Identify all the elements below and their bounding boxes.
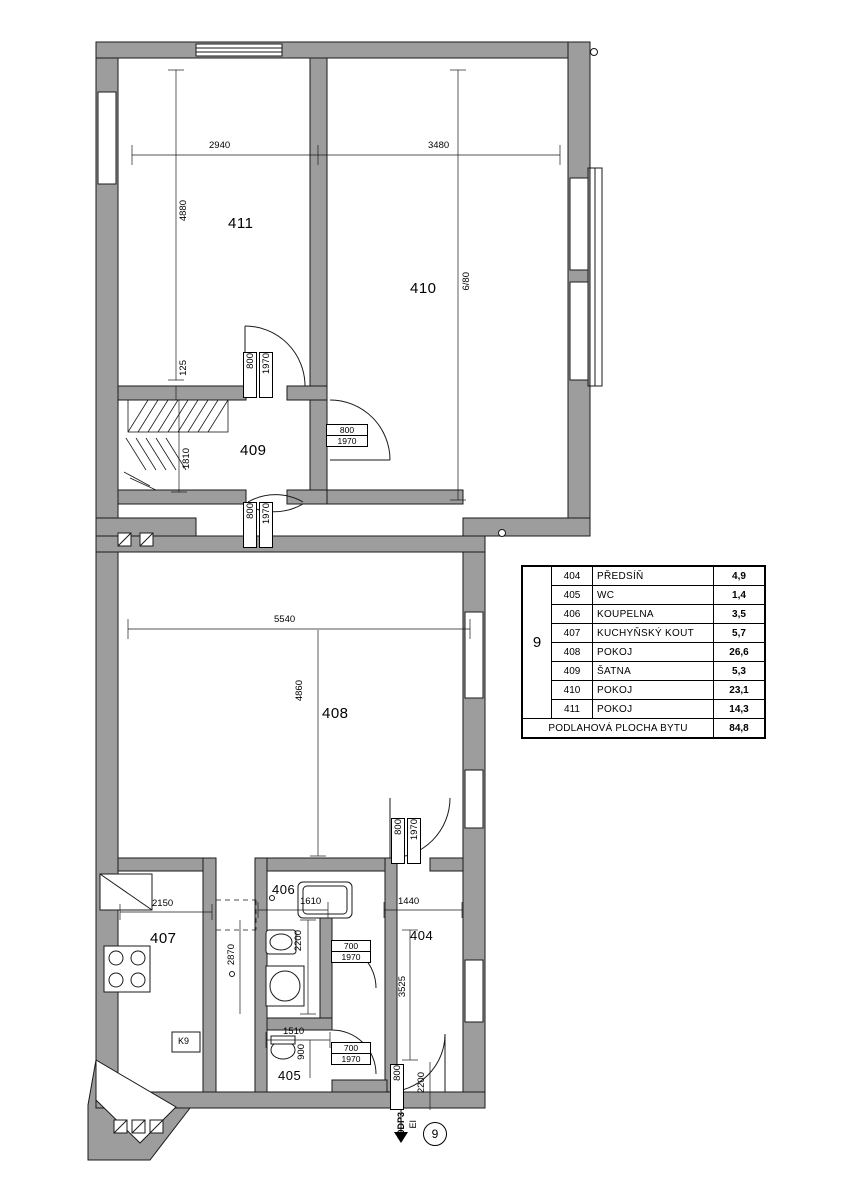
- dim-v-2200: 2200: [293, 930, 304, 952]
- room-number: 407: [552, 624, 593, 643]
- door-tag-411-409-width: 800: [243, 352, 257, 398]
- door-width: 700: [343, 1043, 359, 1053]
- dim-v-4880: 4880: [178, 200, 189, 222]
- room-name: POKOJ: [593, 700, 714, 719]
- door-tag-409-hall-height: 1970: [259, 502, 273, 548]
- dim-h-5540: 5540: [274, 614, 296, 625]
- door-width: 700: [343, 941, 359, 951]
- room-number: 406: [552, 605, 593, 624]
- table-row: [523, 567, 765, 586]
- dim-h-1440: 1440: [398, 896, 420, 907]
- table-row: [523, 662, 765, 681]
- door-tag-404-408-width: 800: [391, 818, 405, 864]
- door-tag-411-409-height: 1970: [259, 352, 273, 398]
- room-number: 404: [552, 567, 593, 586]
- door-height: 1970: [332, 951, 370, 962]
- room-area: 5,7: [714, 624, 765, 643]
- door-tag-entry-width: 800: [390, 1064, 404, 1110]
- room-name: ŠATNA: [593, 662, 714, 681]
- room-label-409: 409: [240, 442, 267, 459]
- dim-h-1610: 1610: [300, 896, 322, 907]
- room-number: 409: [552, 662, 593, 681]
- dim-v-680: 6/80: [461, 272, 472, 291]
- door-tag-409-hall-width: 800: [243, 502, 257, 548]
- dim-v-2870: 2870: [226, 944, 237, 966]
- room-area: 3,5: [714, 605, 765, 624]
- dim-h-1510: 1510: [283, 1026, 305, 1037]
- room-area: 4,9: [714, 567, 765, 586]
- room-number: 408: [552, 643, 593, 662]
- table-row: [523, 643, 765, 662]
- marker-number: 9: [423, 1122, 447, 1146]
- marker-triangle-icon: [394, 1132, 408, 1143]
- room-name: POKOJ: [593, 681, 714, 700]
- room-label-410: 410: [410, 280, 437, 297]
- total-area-value: 84,8: [714, 719, 765, 738]
- room-label-405: 405: [278, 1068, 302, 1083]
- table-row: [523, 624, 765, 643]
- room-label-406: 406: [272, 882, 296, 897]
- table-row: [523, 586, 765, 605]
- table-row: [523, 700, 765, 719]
- table-row-total: [523, 719, 765, 738]
- door-height: 1970: [332, 1053, 370, 1064]
- room-number: 405: [552, 586, 593, 605]
- door-tag-406: [331, 940, 371, 963]
- door-tag-409-410: [326, 424, 368, 447]
- dim-h-2940: 2940: [209, 140, 231, 151]
- table-row: [523, 681, 765, 700]
- total-area-label: PODLAHOVÁ PLOCHA BYTU: [523, 719, 714, 738]
- room-name: KUCHYŇSKÝ KOUT: [593, 624, 714, 643]
- room-number: 410: [552, 681, 593, 700]
- dim-h-3480: 3480: [428, 140, 450, 151]
- dim-h-2150: 2150: [152, 898, 174, 909]
- kitchen-tag-k9: K9: [178, 1036, 190, 1046]
- room-area: 14,3: [714, 700, 765, 719]
- door-height: 1970: [327, 435, 367, 446]
- room-area: 23,1: [714, 681, 765, 700]
- door-tag-404-408-height: 1970: [407, 818, 421, 864]
- dim-v-125: 125: [178, 360, 189, 376]
- table-row: [523, 605, 765, 624]
- room-area: 5,3: [714, 662, 765, 681]
- room-name: KOUPELNA: [593, 605, 714, 624]
- dim-v-3525: 3525: [397, 976, 408, 998]
- room-name: WC: [593, 586, 714, 605]
- room-label-404: 404: [410, 928, 434, 943]
- room-label-408: 408: [322, 705, 349, 722]
- room-schedule-table: [521, 565, 766, 739]
- dim-v-1810: 1810: [181, 448, 192, 470]
- door-width: 800: [339, 425, 355, 435]
- dim-v-900: 900: [296, 1044, 307, 1060]
- section-label-ei: EI: [408, 1120, 418, 1129]
- door-tag-405: [331, 1042, 371, 1065]
- dim-v-4860: 4860: [294, 680, 305, 702]
- section-label-30dp3: 30DP3: [396, 1112, 406, 1140]
- room-number: 411: [552, 700, 593, 719]
- room-label-411: 411: [228, 215, 254, 232]
- room-label-407: 407: [150, 930, 177, 947]
- room-area: 1,4: [714, 586, 765, 605]
- dim-v-2200-entry: 2200: [416, 1072, 427, 1094]
- room-area: 26,6: [714, 643, 765, 662]
- room-name: PŘEDSÍŇ: [593, 567, 714, 586]
- group-number: 9: [523, 567, 552, 719]
- room-name: POKOJ: [593, 643, 714, 662]
